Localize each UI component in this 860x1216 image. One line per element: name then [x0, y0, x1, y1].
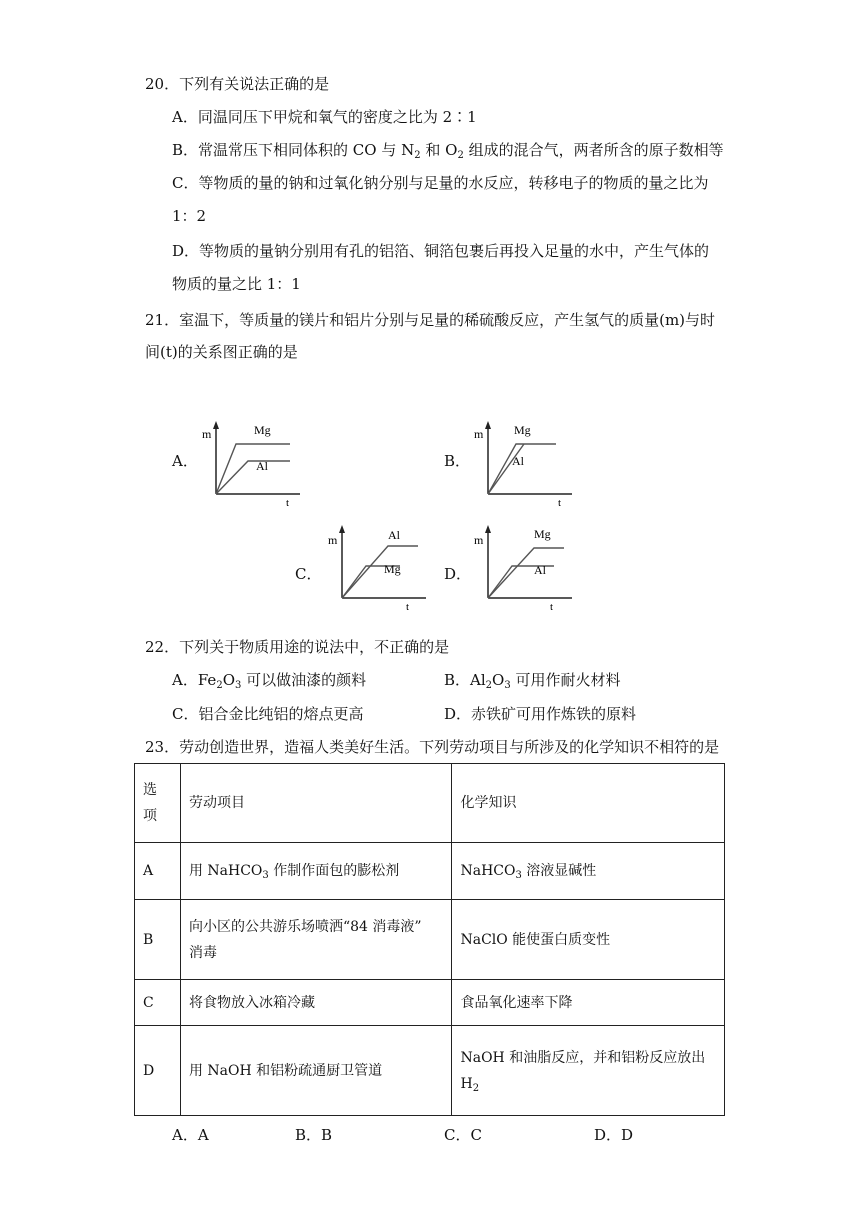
row-b-task: 向小区的公共游乐场喷洒“84 消毒液” 消毒 [180, 900, 452, 980]
graph-c-top-label: Al [388, 528, 400, 542]
graph-c-xlabel: t [406, 601, 410, 613]
table-row [135, 1026, 725, 1116]
q20-option-d-line2: 物质的量之比 1：1 [172, 275, 301, 293]
q23-table [134, 763, 725, 1116]
graph-b-xlabel: t [558, 497, 562, 509]
q23-answer-d: D．D [594, 1126, 634, 1144]
row-b-knowledge: NaClO 能使蛋白质变性 [452, 900, 725, 980]
q23-answer-b: B．B [295, 1126, 333, 1144]
graph-b-bottom-label: Al [512, 454, 524, 468]
table-header-row [135, 764, 725, 843]
graph-a-label: A． [172, 452, 198, 470]
row-b-option: B [135, 900, 181, 980]
q23-answer-a: A．A [172, 1126, 209, 1144]
row-c-knowledge: 食品氧化速率下降 [452, 980, 725, 1026]
header-option: 选 项 [135, 764, 181, 843]
graph-b-top-curve [488, 444, 556, 494]
row-a-task: 用 NaHCO$_3$ 作制作面包的膨松剂 [180, 843, 452, 900]
q20-option-c-line1: C．等物质的量的钠和过氧化钠分别与足量的水反应，转移电子的物质的量之比为 [172, 174, 709, 192]
graph-a-top-label: Mg [254, 423, 271, 437]
q22-option-c: C．铝合金比纯铝的熔点更高 [172, 705, 364, 723]
graph-d-xlabel: t [550, 601, 554, 613]
row-a-option: A [135, 843, 181, 900]
table-row [135, 843, 725, 900]
graph-a-top-curve [216, 444, 290, 494]
q20-option-a: A．同温同压下甲烷和氧气的密度之比为 2∶1 [172, 108, 477, 126]
graph-a-xlabel: t [286, 497, 290, 509]
graph-d-top-label: Mg [534, 527, 551, 541]
graph-b-ylabel: m [474, 427, 484, 441]
row-c-task: 将食物放入冰箱冷藏 [180, 980, 452, 1026]
graph-b-bottom-curve [488, 444, 524, 494]
row-d-task: 用 NaOH 和铝粉疏通厨卫管道 [180, 1026, 452, 1116]
graph-c [326, 522, 436, 614]
graph-d-bottom-label: Al [534, 563, 546, 577]
graph-a [200, 418, 310, 510]
graph-a-ylabel: m [202, 427, 212, 441]
graph-b-label: B． [444, 452, 471, 470]
row-d-knowledge: NaOH 和油脂反应，并和铝粉反应放出 $H_2$ [452, 1026, 725, 1116]
q20-option-b: B．常温常压下相同体积的 CO 与 $N_2$ 和 $O_2$ 组成的混合气，两者所含的原子数相等 [172, 141, 724, 161]
row-d-option: D [135, 1026, 181, 1116]
q20-option-c-line2: 1：2 [172, 207, 207, 225]
q22-option-a: A．$Fe_2O_3$ 可以做油漆的颜料 [172, 671, 367, 691]
q23-answer-c: C．C [444, 1126, 482, 1144]
table-row [135, 980, 725, 1026]
header-task: 劳动项目 [180, 764, 452, 843]
graph-d [472, 522, 582, 614]
q22-option-d: D．赤铁矿可用作炼铁的原料 [444, 705, 637, 723]
graph-a-bottom-label: Al [256, 459, 268, 473]
graph-c-top-curve [342, 546, 418, 598]
graph-d-ylabel: m [474, 533, 484, 547]
graph-b [472, 418, 582, 510]
header-knowledge: 化学知识 [452, 764, 725, 843]
row-a-knowledge: NaHCO$_3$ 溶液显碱性 [452, 843, 725, 900]
table-row [135, 900, 725, 980]
graph-c-bottom-label: Mg [384, 562, 401, 576]
q21-stem-line2: 间(t)的关系图正确的是 [145, 343, 298, 361]
graph-b-top-label: Mg [514, 423, 531, 437]
q20-option-d-line1: D．等物质的量钠分别用有孔的铝箔、铜箔包裹后再投入足量的水中，产生气体的 [172, 242, 710, 260]
q22-option-b: B．$Al_2O_3$ 可用作耐火材料 [444, 671, 621, 691]
graph-d-label: D． [444, 565, 472, 583]
q21-stem-line1: 21．室温下，等质量的镁片和铝片分别与足量的稀硫酸反应，产生氢气的质量(m)与时 [145, 311, 716, 329]
row-c-option: C [135, 980, 181, 1026]
graph-c-label: C． [295, 565, 322, 583]
graph-c-ylabel: m [328, 533, 338, 547]
q20-stem: 20．下列有关说法正确的是 [145, 75, 330, 93]
graph-d-top-curve [488, 548, 564, 598]
q22-stem: 22．下列关于物质用途的说法中，不正确的是 [145, 638, 450, 656]
q23-stem: 23．劳动创造世界，造福人类美好生活。下列劳动项目与所涉及的化学知识不相符的是 [145, 738, 720, 756]
